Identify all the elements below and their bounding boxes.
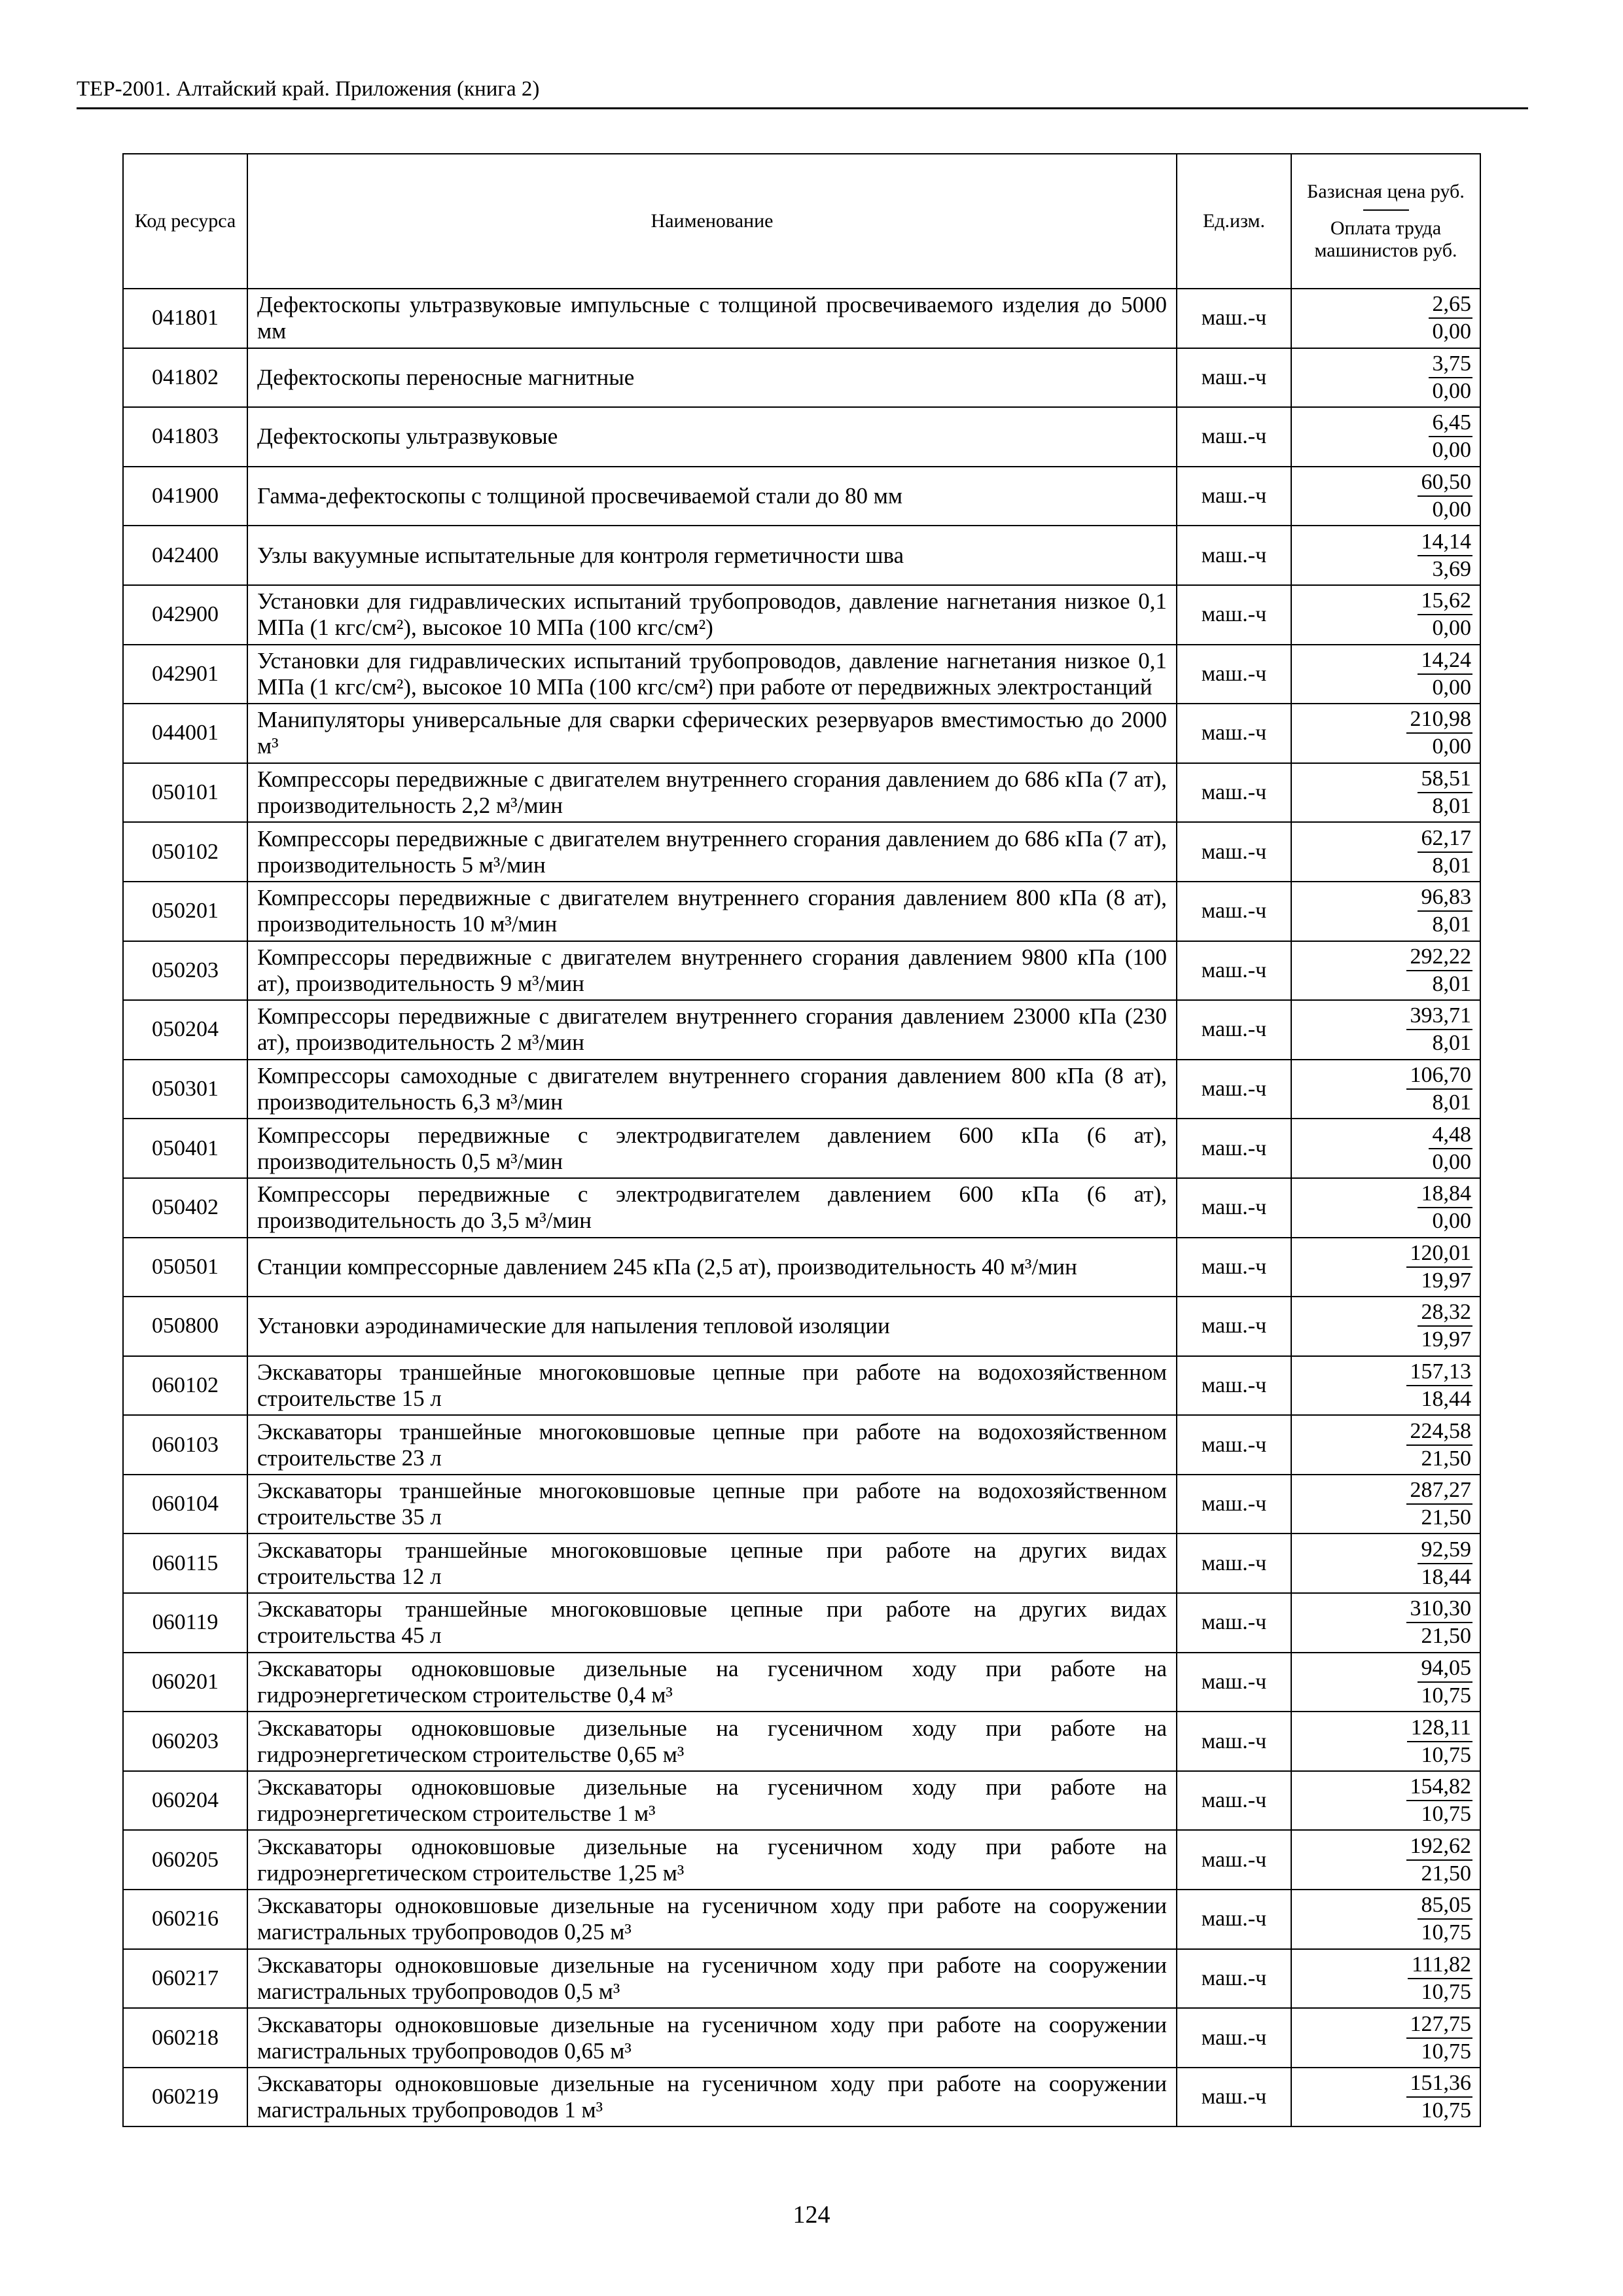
price-fraction <box>1406 1833 1473 1887</box>
resource-code: 060204 <box>123 1771 247 1831</box>
column-header-unit: Ед.изм. <box>1177 154 1291 289</box>
unit-of-measure: маш.-ч <box>1177 1178 1291 1238</box>
table-row <box>123 822 1480 882</box>
operator-pay: 8,01 <box>1432 912 1471 937</box>
resource-code: 060219 <box>123 2068 247 2127</box>
price-cell <box>1291 585 1480 645</box>
base-price: 94,05 <box>1418 1655 1473 1683</box>
resource-name: Экскаваторы одноковшовые дизельные на гусеничном ходу при работе на сооружении магистральных трубопроводов 1 м³ <box>247 2068 1177 2127</box>
price-cell <box>1291 407 1480 467</box>
table-body <box>123 289 1480 2126</box>
operator-pay: 0,00 <box>1432 1149 1471 1174</box>
base-price: 393,71 <box>1406 1003 1473 1030</box>
price-cell <box>1291 1534 1480 1593</box>
base-price: 28,32 <box>1418 1299 1473 1327</box>
price-fraction <box>1429 1122 1473 1175</box>
base-price: 18,84 <box>1418 1181 1473 1208</box>
base-price: 2,65 <box>1429 291 1473 319</box>
resource-name: Экскаваторы траншейные многоковшовые цепные при работе на других видах строительства 12 л <box>247 1534 1177 1593</box>
column-header-operator-pay: Оплата труда машинистов руб. <box>1314 217 1457 261</box>
resource-name: Гамма-дефектоскопы с толщиной просвечиваемой стали до 80 мм <box>247 467 1177 526</box>
resource-code: 060103 <box>123 1415 247 1475</box>
table-row <box>123 1534 1480 1593</box>
table-row <box>123 1949 1480 2009</box>
operator-pay: 18,44 <box>1421 1564 1471 1589</box>
operator-pay: 8,01 <box>1432 1090 1471 1115</box>
base-price: 14,14 <box>1418 529 1473 556</box>
resource-name: Экскаваторы одноковшовые дизельные на гусеничном ходу при работе на сооружении магистральных трубопроводов 0,5 м³ <box>247 1949 1177 2009</box>
price-cell <box>1291 645 1480 704</box>
column-header-name: Наименование <box>247 154 1177 289</box>
resource-name: Компрессоры передвижные с двигателем внутреннего сгорания давлением 23000 кПа (230 ат), производительность 2 м³/мин <box>247 1000 1177 1060</box>
unit-of-measure: маш.-ч <box>1177 941 1291 1001</box>
base-price: 292,22 <box>1406 944 1473 971</box>
base-price: 120,01 <box>1406 1240 1473 1268</box>
operator-pay: 8,01 <box>1432 971 1471 996</box>
resource-code: 050402 <box>123 1178 247 1238</box>
running-header <box>77 73 1528 109</box>
price-cell <box>1291 1475 1480 1534</box>
resource-name: Установки для гидравлических испытаний трубопроводов, давление нагнетания низкое 0,1 МПа (1 кгс/см²), высокое 10 МПа (100 кгс/см²) <box>247 585 1177 645</box>
table-row <box>123 704 1480 763</box>
price-cell <box>1291 763 1480 823</box>
resource-name: Манипуляторы универсальные для сварки сферических резервуаров вместимостью до 2000 м³ <box>247 704 1177 763</box>
resource-name: Дефектоскопы ультразвуковые импульсные с толщиной просвечиваемого изделия до 5000 мм <box>247 289 1177 348</box>
resource-name: Экскаваторы одноковшовые дизельные на гусеничном ходу при работе на сооружении магистральных трубопроводов 0,65 м³ <box>247 2008 1177 2068</box>
unit-of-measure: маш.-ч <box>1177 1475 1291 1534</box>
operator-pay: 19,97 <box>1421 1268 1471 1293</box>
resource-code: 050301 <box>123 1060 247 1119</box>
price-fraction <box>1406 1418 1473 1472</box>
unit-of-measure: маш.-ч <box>1177 1238 1291 1297</box>
base-price: 4,48 <box>1429 1122 1473 1149</box>
unit-of-measure: маш.-ч <box>1177 1119 1291 1178</box>
table-row <box>123 348 1480 408</box>
table-row <box>123 585 1480 645</box>
column-header-base-price: Базисная цена руб. <box>1307 181 1465 202</box>
operator-pay: 0,00 <box>1432 319 1471 344</box>
table-row <box>123 1830 1480 1890</box>
unit-of-measure: маш.-ч <box>1177 882 1291 941</box>
table-row <box>123 882 1480 941</box>
base-price: 58,51 <box>1418 766 1473 793</box>
operator-pay: 0,00 <box>1432 734 1471 759</box>
price-cell <box>1291 1415 1480 1475</box>
price-cell <box>1291 1830 1480 1890</box>
base-price: 3,75 <box>1429 351 1473 378</box>
table-row <box>123 1119 1480 1178</box>
resource-code: 050102 <box>123 822 247 882</box>
resource-name: Экскаваторы одноковшовые дизельные на гусеничном ходу при работе на гидроэнергетическом строительстве 0,4 м³ <box>247 1653 1177 1712</box>
price-fraction <box>1418 469 1473 523</box>
operator-pay: 8,01 <box>1432 853 1471 878</box>
table-row <box>123 763 1480 823</box>
price-fraction <box>1418 825 1473 879</box>
resource-code: 060205 <box>123 1830 247 1890</box>
unit-of-measure: маш.-ч <box>1177 2008 1291 2068</box>
base-price: 92,59 <box>1418 1537 1473 1564</box>
price-fraction <box>1406 1062 1473 1116</box>
price-fraction <box>1406 2011 1473 2065</box>
operator-pay: 0,00 <box>1432 616 1471 641</box>
resource-name: Компрессоры передвижные с двигателем внутреннего сгорания давлением до 686 кПа (7 ат), производительность 5 м³/мин <box>247 822 1177 882</box>
table-row <box>123 407 1480 467</box>
unit-of-measure: маш.-ч <box>1177 1356 1291 1416</box>
price-cell <box>1291 526 1480 585</box>
operator-pay: 21,50 <box>1421 1446 1471 1471</box>
resource-name: Дефектоскопы ультразвуковые <box>247 407 1177 467</box>
price-cell <box>1291 467 1480 526</box>
resource-name: Компрессоры передвижные с двигателем внутреннего сгорания давлением 800 кПа (8 ат), производительность 10 м³/мин <box>247 882 1177 941</box>
price-fraction <box>1418 884 1473 938</box>
table-row <box>123 1060 1480 1119</box>
operator-pay: 19,97 <box>1421 1327 1471 1352</box>
resource-code: 050101 <box>123 763 247 823</box>
unit-of-measure: маш.-ч <box>1177 1949 1291 2009</box>
table-row <box>123 467 1480 526</box>
unit-of-measure: маш.-ч <box>1177 1653 1291 1712</box>
table-row <box>123 1771 1480 1831</box>
unit-of-measure: маш.-ч <box>1177 1830 1291 1890</box>
unit-of-measure: маш.-ч <box>1177 407 1291 467</box>
resource-code: 042900 <box>123 585 247 645</box>
operator-pay: 8,01 <box>1432 1031 1471 1056</box>
operator-pay: 0,00 <box>1432 675 1471 700</box>
price-fraction <box>1406 1240 1473 1294</box>
resource-code: 041801 <box>123 289 247 348</box>
unit-of-measure: маш.-ч <box>1177 289 1291 348</box>
resource-code: 050203 <box>123 941 247 1001</box>
resource-code: 060119 <box>123 1593 247 1653</box>
resource-code: 050401 <box>123 1119 247 1178</box>
resource-code: 042901 <box>123 645 247 704</box>
resource-name: Узлы вакуумные испытательные для контроля герметичности шва <box>247 526 1177 585</box>
base-price: 106,70 <box>1406 1062 1473 1090</box>
operator-pay: 3,69 <box>1432 556 1471 581</box>
unit-of-measure: маш.-ч <box>1177 467 1291 526</box>
resource-name: Установки для гидравлических испытаний трубопроводов, давление нагнетания низкое 0,1 МПа (1 кгс/см²), высокое 10 МПа (100 кгс/см²) при работе от передвижных электростанций <box>247 645 1177 704</box>
price-cell <box>1291 1060 1480 1119</box>
price-fraction <box>1418 1181 1473 1234</box>
price-fraction <box>1406 1359 1473 1412</box>
resource-code: 044001 <box>123 704 247 763</box>
resource-code: 060104 <box>123 1475 247 1534</box>
unit-of-measure: маш.-ч <box>1177 1000 1291 1060</box>
resource-name: Компрессоры передвижные с двигателем внутреннего сгорания давлением 9800 кПа (100 ат), производительность 9 м³/мин <box>247 941 1177 1001</box>
price-fraction <box>1406 944 1473 997</box>
unit-of-measure: маш.-ч <box>1177 2068 1291 2127</box>
price-fraction <box>1418 1537 1473 1590</box>
operator-pay: 0,00 <box>1432 497 1471 522</box>
resource-code: 041803 <box>123 407 247 467</box>
base-price: 157,13 <box>1406 1359 1473 1386</box>
price-fraction <box>1407 1715 1472 1768</box>
price-fraction <box>1418 1655 1473 1709</box>
table-row <box>123 289 1480 348</box>
unit-of-measure: маш.-ч <box>1177 1297 1291 1356</box>
base-price: 128,11 <box>1407 1715 1472 1742</box>
resource-code: 041900 <box>123 467 247 526</box>
base-price: 310,30 <box>1406 1596 1473 1623</box>
price-cell <box>1291 2008 1480 2068</box>
table-row <box>123 1000 1480 1060</box>
operator-pay: 21,50 <box>1421 1505 1471 1530</box>
page-number: 124 <box>793 2201 830 2229</box>
unit-of-measure: маш.-ч <box>1177 1771 1291 1831</box>
resource-code: 060216 <box>123 1890 247 1949</box>
resource-name: Экскаваторы одноковшовые дизельные на гусеничном ходу при работе на гидроэнергетическом строительстве 1 м³ <box>247 1771 1177 1831</box>
table-row <box>123 1593 1480 1653</box>
operator-pay: 0,00 <box>1432 1209 1471 1234</box>
unit-of-measure: маш.-ч <box>1177 704 1291 763</box>
price-cell <box>1291 704 1480 763</box>
price-cell <box>1291 1712 1480 1771</box>
operator-pay: 21,50 <box>1421 1624 1471 1649</box>
price-cell <box>1291 348 1480 408</box>
resource-name: Установки аэродинамические для напыления тепловой изоляции <box>247 1297 1177 1356</box>
resource-name: Компрессоры передвижные с электродвигателем давлением 600 кПа (6 ат), производительность 0,5 м³/мин <box>247 1119 1177 1178</box>
price-fraction <box>1418 529 1473 583</box>
price-fraction <box>1429 351 1473 404</box>
price-fraction <box>1418 1892 1473 1946</box>
operator-pay: 10,75 <box>1421 2039 1471 2064</box>
base-price: 192,62 <box>1406 1833 1473 1861</box>
resource-name: Экскаваторы траншейные многоковшовые цепные при работе на водохозяйственном строительстве 35 л <box>247 1475 1177 1534</box>
operator-pay: 21,50 <box>1421 1861 1471 1886</box>
base-price: 224,58 <box>1406 1418 1473 1446</box>
price-cell <box>1291 1178 1480 1238</box>
unit-of-measure: маш.-ч <box>1177 348 1291 408</box>
base-price: 62,17 <box>1418 825 1473 853</box>
resource-name: Экскаваторы траншейные многоковшовые цепные при работе на других видах строительства 45 л <box>247 1593 1177 1653</box>
operator-pay: 0,00 <box>1432 438 1471 463</box>
resource-code: 041802 <box>123 348 247 408</box>
table-row <box>123 1178 1480 1238</box>
operator-pay: 10,75 <box>1421 1683 1471 1708</box>
unit-of-measure: маш.-ч <box>1177 1415 1291 1475</box>
table-header-row <box>123 154 1480 289</box>
unit-of-measure: маш.-ч <box>1177 1534 1291 1593</box>
resource-code: 060218 <box>123 2008 247 2068</box>
base-price: 154,82 <box>1406 1774 1473 1801</box>
operator-pay: 10,75 <box>1421 1742 1471 1767</box>
resource-code: 050501 <box>123 1238 247 1297</box>
resource-code: 060115 <box>123 1534 247 1593</box>
table-row <box>123 1653 1480 1712</box>
resource-name: Компрессоры передвижные с двигателем внутреннего сгорания давлением до 686 кПа (7 ат), производительность 2,2 м³/мин <box>247 763 1177 823</box>
column-header-code: Код ресурса <box>123 154 247 289</box>
resource-name: Дефектоскопы переносные магнитные <box>247 348 1177 408</box>
table-row <box>123 1415 1480 1475</box>
base-price: 15,62 <box>1418 588 1473 615</box>
table-row <box>123 645 1480 704</box>
price-fraction <box>1406 1477 1473 1531</box>
table-row <box>123 1297 1480 1356</box>
base-price: 151,36 <box>1406 2070 1473 2098</box>
price-fraction <box>1429 410 1473 463</box>
operator-pay: 10,75 <box>1421 2098 1471 2123</box>
price-fraction <box>1429 291 1473 345</box>
price-fraction <box>1408 1952 1472 2005</box>
price-cell <box>1291 2068 1480 2127</box>
operator-pay: 10,75 <box>1421 1802 1471 1827</box>
resource-code: 042400 <box>123 526 247 585</box>
table-row <box>123 1356 1480 1416</box>
base-price: 85,05 <box>1418 1892 1473 1920</box>
price-cell <box>1291 1356 1480 1416</box>
price-cell <box>1291 822 1480 882</box>
base-price: 287,27 <box>1406 1477 1473 1505</box>
resource-name: Экскаваторы одноковшовые дизельные на гусеничном ходу при работе на сооружении магистральных трубопроводов 0,25 м³ <box>247 1890 1177 1949</box>
unit-of-measure: маш.-ч <box>1177 822 1291 882</box>
price-cell <box>1291 1890 1480 1949</box>
unit-of-measure: маш.-ч <box>1177 1060 1291 1119</box>
unit-of-measure: маш.-ч <box>1177 585 1291 645</box>
price-cell <box>1291 1771 1480 1831</box>
resource-name: Компрессоры самоходные с двигателем внутреннего сгорания давлением 800 кПа (8 ат), производительность 6,3 м³/мин <box>247 1060 1177 1119</box>
resource-name: Экскаваторы траншейные многоковшовые цепные при работе на водохозяйственном строительстве 15 л <box>247 1356 1177 1416</box>
column-header-price <box>1291 154 1480 289</box>
unit-of-measure: маш.-ч <box>1177 763 1291 823</box>
unit-of-measure: маш.-ч <box>1177 1890 1291 1949</box>
price-cell <box>1291 1238 1480 1297</box>
resource-code: 050204 <box>123 1000 247 1060</box>
price-cell <box>1291 882 1480 941</box>
resource-code: 050201 <box>123 882 247 941</box>
price-fraction <box>1406 1003 1473 1056</box>
document-title: ТЕР-2001. Алтайский край. Приложения (книга 2) <box>77 77 540 101</box>
resource-price-table <box>122 153 1481 2127</box>
resource-name: Компрессоры передвижные с электродвигателем давлением 600 кПа (6 ат), производительность до 3,5 м³/мин <box>247 1178 1177 1238</box>
unit-of-measure: маш.-ч <box>1177 1712 1291 1771</box>
price-fraction <box>1418 766 1473 819</box>
table-row <box>123 1712 1480 1771</box>
base-price: 127,75 <box>1406 2011 1473 2039</box>
base-price: 210,98 <box>1406 706 1473 734</box>
price-cell <box>1291 289 1480 348</box>
resource-name: Экскаваторы одноковшовые дизельные на гусеничном ходу при работе на гидроэнергетическом строительстве 0,65 м³ <box>247 1712 1177 1771</box>
base-price: 14,24 <box>1418 647 1473 675</box>
unit-of-measure: маш.-ч <box>1177 645 1291 704</box>
header-divider <box>1363 209 1409 211</box>
resource-name: Экскаваторы одноковшовые дизельные на гусеничном ходу при работе на гидроэнергетическом строительстве 1,25 м³ <box>247 1830 1177 1890</box>
price-fraction <box>1406 1596 1473 1649</box>
base-price: 60,50 <box>1418 469 1473 497</box>
operator-pay: 10,75 <box>1421 1979 1471 2004</box>
price-cell <box>1291 1297 1480 1356</box>
resource-name: Станции компрессорные давлением 245 кПа (2,5 ат), производительность 40 м³/мин <box>247 1238 1177 1297</box>
price-fraction <box>1418 647 1473 701</box>
unit-of-measure: маш.-ч <box>1177 1593 1291 1653</box>
resource-code: 060201 <box>123 1653 247 1712</box>
operator-pay: 18,44 <box>1421 1386 1471 1411</box>
price-fraction <box>1406 1774 1473 1827</box>
table-row <box>123 941 1480 1001</box>
resource-code: 060203 <box>123 1712 247 1771</box>
operator-pay: 8,01 <box>1432 794 1471 819</box>
table-row <box>123 1475 1480 1534</box>
resource-code: 060217 <box>123 1949 247 2009</box>
price-cell <box>1291 1593 1480 1653</box>
operator-pay: 10,75 <box>1421 1920 1471 1945</box>
operator-pay: 0,00 <box>1432 378 1471 403</box>
price-cell <box>1291 1949 1480 2009</box>
price-cell <box>1291 1119 1480 1178</box>
table-row <box>123 2008 1480 2068</box>
resource-name: Экскаваторы траншейные многоковшовые цепные при работе на водохозяйственном строительстве 23 л <box>247 1415 1177 1475</box>
table-row <box>123 1238 1480 1297</box>
resource-code: 050800 <box>123 1297 247 1356</box>
price-cell <box>1291 941 1480 1001</box>
table-row <box>123 1890 1480 1949</box>
price-fraction <box>1418 1299 1473 1353</box>
table-row <box>123 2068 1480 2127</box>
price-fraction <box>1406 706 1473 760</box>
base-price: 111,82 <box>1408 1952 1472 1979</box>
base-price: 6,45 <box>1429 410 1473 437</box>
price-cell <box>1291 1000 1480 1060</box>
price-fraction <box>1406 2070 1473 2124</box>
unit-of-measure: маш.-ч <box>1177 526 1291 585</box>
resource-code: 060102 <box>123 1356 247 1416</box>
price-cell <box>1291 1653 1480 1712</box>
base-price: 96,83 <box>1418 884 1473 912</box>
table-row <box>123 526 1480 585</box>
price-fraction <box>1418 588 1473 641</box>
